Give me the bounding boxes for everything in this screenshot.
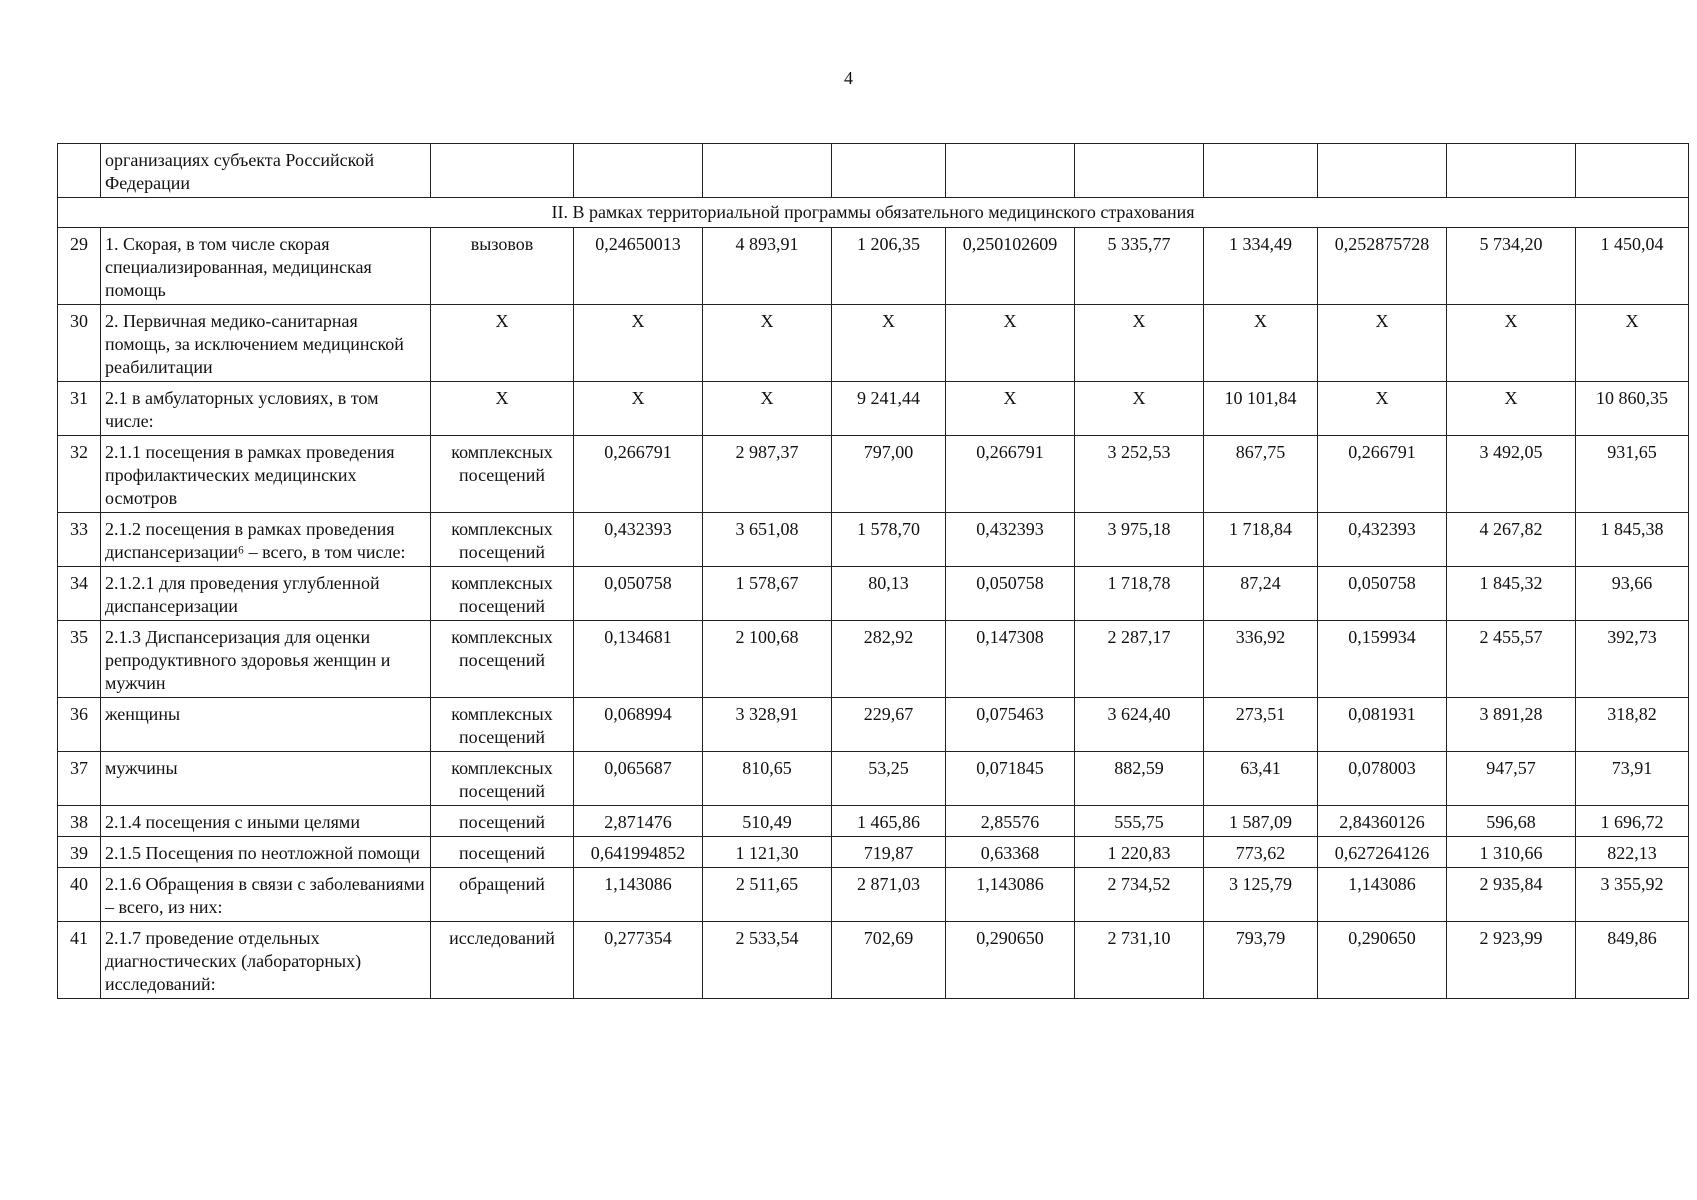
row-name: 2. Первичная медико-санитарная помощь, за исключением медицинской реабилитации	[101, 305, 431, 382]
row-name: 2.1 в амбулаторных условиях, в том числе:	[101, 382, 431, 436]
row-name: 2.1.3 Диспансеризация для оценки репродуктивного здоровья женщин и мужчин	[101, 621, 431, 698]
row-unit: комплексных посещений	[431, 513, 574, 567]
row-number: 32	[58, 436, 101, 513]
table-row	[58, 698, 1689, 752]
data-table	[57, 143, 1689, 999]
table-row	[58, 806, 1689, 837]
row-value: 2 734,52	[1075, 868, 1204, 922]
table-row	[58, 922, 1689, 999]
row-name: 2.1.4 посещения с иными целями	[101, 806, 431, 837]
row-value: 947,57	[1447, 752, 1576, 806]
row-value: 5 335,77	[1075, 228, 1204, 305]
table-row	[58, 752, 1689, 806]
row-value: 2 455,57	[1447, 621, 1576, 698]
row-value: 9 241,44	[832, 382, 946, 436]
row-value: 0,050758	[574, 567, 703, 621]
row-name: мужчины	[101, 752, 431, 806]
row-unit: комплексных посещений	[431, 621, 574, 698]
row-value: 0,432393	[1318, 513, 1447, 567]
row-unit: посещений	[431, 806, 574, 837]
row-value: 0,266791	[946, 436, 1075, 513]
row-value: 2,85576	[946, 806, 1075, 837]
row-name: 2.1.6 Обращения в связи с заболеваниями – всего, из них:	[101, 868, 431, 922]
row-value: 3 355,92	[1576, 868, 1689, 922]
row-unit: вызовов	[431, 228, 574, 305]
row-value: Х	[946, 382, 1075, 436]
row-value: 822,13	[1576, 837, 1689, 868]
row-value: 0,432393	[574, 513, 703, 567]
row-value: 3 328,91	[703, 698, 832, 752]
row-value: 5 734,20	[1447, 228, 1576, 305]
row-value: 3 891,28	[1447, 698, 1576, 752]
row-value: 1,143086	[946, 868, 1075, 922]
row-number: 34	[58, 567, 101, 621]
row-value: Х	[1075, 305, 1204, 382]
row-value: 1 845,38	[1576, 513, 1689, 567]
row-value: 1 587,09	[1204, 806, 1318, 837]
row-value: 10 101,84	[1204, 382, 1318, 436]
row-value: 0,134681	[574, 621, 703, 698]
row-name: 2.1.2 посещения в рамках проведения диспансеризации⁶ – всего, в том числе:	[101, 513, 431, 567]
row-value: 793,79	[1204, 922, 1318, 999]
row-value: 0,159934	[1318, 621, 1447, 698]
row-value: 4 267,82	[1447, 513, 1576, 567]
row-value: Х	[703, 305, 832, 382]
row-number: 30	[58, 305, 101, 382]
row-unit: комплексных посещений	[431, 436, 574, 513]
row-value: Х	[1318, 382, 1447, 436]
row-value: 3 125,79	[1204, 868, 1318, 922]
row-value: 0,075463	[946, 698, 1075, 752]
table-row	[58, 144, 1689, 198]
row-value: 0,250102609	[946, 228, 1075, 305]
row-value: Х	[1447, 382, 1576, 436]
row-value: 3 252,53	[1075, 436, 1204, 513]
table-row	[58, 621, 1689, 698]
row-value: 4 893,91	[703, 228, 832, 305]
row-number: 41	[58, 922, 101, 999]
row-value: 3 975,18	[1075, 513, 1204, 567]
row-name: 1. Скорая, в том числе скорая специализированная, медицинская помощь	[101, 228, 431, 305]
row-name: женщины	[101, 698, 431, 752]
row-value: 0,63368	[946, 837, 1075, 868]
row-value: 3 651,08	[703, 513, 832, 567]
row-value: 273,51	[1204, 698, 1318, 752]
row-value: Х	[703, 382, 832, 436]
row-value: 392,73	[1576, 621, 1689, 698]
row-unit: комплексных посещений	[431, 567, 574, 621]
row-number: 38	[58, 806, 101, 837]
section-title: II. В рамках территориальной программы обязательного медицинского страхования	[58, 198, 1689, 228]
row-number: 37	[58, 752, 101, 806]
row-value: 1,143086	[1318, 868, 1447, 922]
row-value: Х	[1075, 382, 1204, 436]
row-value: 73,91	[1576, 752, 1689, 806]
row-value: 3 492,05	[1447, 436, 1576, 513]
row-value: 1,143086	[574, 868, 703, 922]
row-value: 797,00	[832, 436, 946, 513]
row-value: 229,67	[832, 698, 946, 752]
row-value: 3 624,40	[1075, 698, 1204, 752]
table-row	[58, 436, 1689, 513]
row-value: 1 310,66	[1447, 837, 1576, 868]
row-value: 87,24	[1204, 567, 1318, 621]
row-value: Х	[1576, 305, 1689, 382]
table-row	[58, 567, 1689, 621]
row-value: 0,065687	[574, 752, 703, 806]
row-value: 510,49	[703, 806, 832, 837]
table-row	[58, 868, 1689, 922]
row-value: 849,86	[1576, 922, 1689, 999]
row-unit: Х	[431, 382, 574, 436]
row-value: 810,65	[703, 752, 832, 806]
row-value: 2 533,54	[703, 922, 832, 999]
row-value: 0,147308	[946, 621, 1075, 698]
row-value: Х	[1318, 305, 1447, 382]
row-value: 1 220,83	[1075, 837, 1204, 868]
row-value: 2,871476	[574, 806, 703, 837]
row-value: 10 860,35	[1576, 382, 1689, 436]
row-value: 0,078003	[1318, 752, 1447, 806]
row-value: 1 718,78	[1075, 567, 1204, 621]
row-unit: исследований	[431, 922, 574, 999]
row-value: 1 578,67	[703, 567, 832, 621]
row-value: 1 718,84	[1204, 513, 1318, 567]
row-value: 0,081931	[1318, 698, 1447, 752]
row-value: 53,25	[832, 752, 946, 806]
row-value: 867,75	[1204, 436, 1318, 513]
row-value: 0,277354	[574, 922, 703, 999]
table-row	[58, 228, 1689, 305]
row-value: Х	[574, 382, 703, 436]
row-value: 80,13	[832, 567, 946, 621]
row-value: 1 465,86	[832, 806, 946, 837]
row-name: организациях субъекта Российской Федерации	[101, 144, 431, 198]
row-value: 702,69	[832, 922, 946, 999]
row-number: 33	[58, 513, 101, 567]
row-value: 773,62	[1204, 837, 1318, 868]
row-value: 0,627264126	[1318, 837, 1447, 868]
row-unit: комплексных посещений	[431, 752, 574, 806]
row-number: 35	[58, 621, 101, 698]
row-value: 0,050758	[1318, 567, 1447, 621]
row-value: 336,92	[1204, 621, 1318, 698]
row-value: 0,290650	[1318, 922, 1447, 999]
row-unit: Х	[431, 305, 574, 382]
row-value: 282,92	[832, 621, 946, 698]
row-name: 2.1.1 посещения в рамках проведения профилактических медицинских осмотров	[101, 436, 431, 513]
row-value: 719,87	[832, 837, 946, 868]
row-value: 1 845,32	[1447, 567, 1576, 621]
row-value: 0,290650	[946, 922, 1075, 999]
row-name: 2.1.2.1 для проведения углубленной диспансеризации	[101, 567, 431, 621]
page-number: 4	[844, 68, 853, 88]
row-value: 555,75	[1075, 806, 1204, 837]
row-value: 2 287,17	[1075, 621, 1204, 698]
row-value: 1 206,35	[832, 228, 946, 305]
row-value: Х	[1204, 305, 1318, 382]
row-value: Х	[574, 305, 703, 382]
row-value: 0,050758	[946, 567, 1075, 621]
row-value: Х	[832, 305, 946, 382]
row-name: 2.1.7 проведение отдельных диагностических (лабораторных) исследований:	[101, 922, 431, 999]
row-value: 1 578,70	[832, 513, 946, 567]
row-value: 596,68	[1447, 806, 1576, 837]
row-number: 36	[58, 698, 101, 752]
row-value: 1 334,49	[1204, 228, 1318, 305]
row-value: 0,641994852	[574, 837, 703, 868]
row-value: 0,068994	[574, 698, 703, 752]
row-value: Х	[946, 305, 1075, 382]
row-value: 2 100,68	[703, 621, 832, 698]
row-number: 31	[58, 382, 101, 436]
table-row	[58, 837, 1689, 868]
row-value: 882,59	[1075, 752, 1204, 806]
row-value: 2 987,37	[703, 436, 832, 513]
row-value: 0,266791	[574, 436, 703, 513]
row-value: 0,266791	[1318, 436, 1447, 513]
row-value: 931,65	[1576, 436, 1689, 513]
row-value: 2 923,99	[1447, 922, 1576, 999]
row-value: 2 935,84	[1447, 868, 1576, 922]
row-value: 318,82	[1576, 698, 1689, 752]
row-unit: комплексных посещений	[431, 698, 574, 752]
row-value: 0,252875728	[1318, 228, 1447, 305]
row-name: 2.1.5 Посещения по неотложной помощи	[101, 837, 431, 868]
row-value: 0,071845	[946, 752, 1075, 806]
row-value: 2 871,03	[832, 868, 946, 922]
row-value: 93,66	[1576, 567, 1689, 621]
row-value: 0,432393	[946, 513, 1075, 567]
row-unit: обращений	[431, 868, 574, 922]
row-value: 1 121,30	[703, 837, 832, 868]
row-number: 29	[58, 228, 101, 305]
row-value: 63,41	[1204, 752, 1318, 806]
row-number	[58, 144, 101, 198]
row-number: 40	[58, 868, 101, 922]
row-unit: посещений	[431, 837, 574, 868]
section-header-row	[58, 198, 1689, 228]
row-value: 2 731,10	[1075, 922, 1204, 999]
row-value: 2 511,65	[703, 868, 832, 922]
table-row	[58, 382, 1689, 436]
row-value: 1 450,04	[1576, 228, 1689, 305]
row-value: 2,84360126	[1318, 806, 1447, 837]
row-value: 1 696,72	[1576, 806, 1689, 837]
table-row	[58, 305, 1689, 382]
table-row	[58, 513, 1689, 567]
row-number: 39	[58, 837, 101, 868]
row-value: Х	[1447, 305, 1576, 382]
row-value: 0,24650013	[574, 228, 703, 305]
